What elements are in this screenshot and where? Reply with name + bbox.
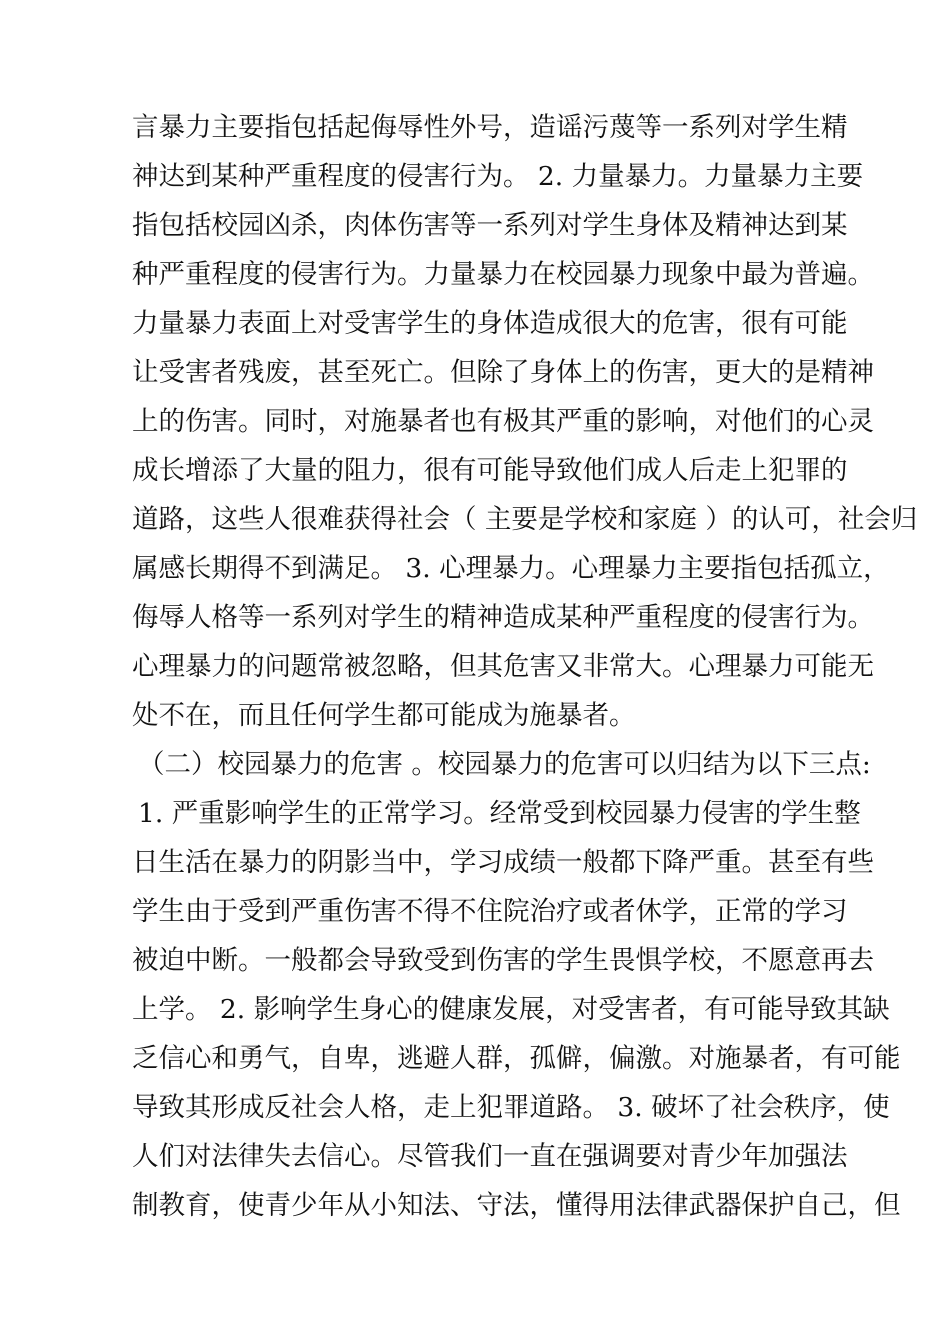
text-line: 学生由于受到严重伤害不得不住院治疗或者休学，正常的学习	[132, 896, 848, 927]
text-line: 力量暴力表面上对受害学生的身体造成很大的危害，很有可能	[132, 308, 848, 339]
text-line: 属感长期得不到满足。 3. 心理暴力。心理暴力主要指包括孤立，	[132, 553, 890, 584]
text-line: 种严重程度的侵害行为。力量暴力在校园暴力现象中最为普遍。	[132, 259, 874, 290]
text-line: 被迫中断。一般都会导致受到伤害的学生畏惧学校，不愿意再去	[132, 945, 874, 976]
text-line: 导致其形成反社会人格，走上犯罪道路。 3. 破坏了社会秩序，使	[132, 1092, 890, 1123]
text-line: 言暴力主要指包括起侮辱性外号，造谣污蔑等一系列对学生精	[132, 112, 848, 143]
text-line: 人们对法律失去信心。尽管我们一直在强调要对青少年加强法	[132, 1141, 848, 1172]
text-line: 成长增添了大量的阻力，很有可能导致他们成人后走上犯罪的	[132, 455, 848, 486]
text-line: 1. 严重影响学生的正常学习。经常受到校园暴力侵害的学生整	[138, 798, 861, 829]
text-line: 日生活在暴力的阴影当中，学习成绩一般都下降严重。甚至有些	[132, 847, 874, 878]
text-line: 指包括校园凶杀，肉体伤害等一系列对学生身体及精神达到某	[132, 210, 848, 241]
text-line: 制教育，使青少年从小知法、守法，懂得用法律武器保护自己，但	[132, 1190, 901, 1221]
text-line: 道路，这些人很难获得社会（ 主要是学校和家庭 ）的认可，社会归	[132, 504, 918, 535]
section-heading-line: （二）校园暴力的危害 。校园暴力的危害可以归结为以下三点:	[138, 749, 871, 780]
text-line: 侮辱人格等一系列对学生的精神造成某种严重程度的侵害行为。	[132, 602, 874, 633]
text-line: 乏信心和勇气，自卑，逃避人群，孤僻，偏激。对施暴者，有可能	[132, 1043, 901, 1074]
text-line: 神达到某种严重程度的侵害行为。 2. 力量暴力。力量暴力主要	[132, 161, 864, 192]
text-line: 上学。 2. 影响学生身心的健康发展，对受害者，有可能导致其缺	[132, 994, 890, 1025]
text-line: 上的伤害。同时，对施暴者也有极其严重的影响，对他们的心灵	[132, 406, 874, 437]
text-line: 处不在，而且任何学生都可能成为施暴者。	[132, 700, 636, 731]
text-line: 心理暴力的问题常被忽略，但其危害又非常大。心理暴力可能无	[132, 651, 874, 682]
text-line: 让受害者残废，甚至死亡。但除了身体上的伤害，更大的是精神	[132, 357, 874, 388]
body-text	[132, 103, 918, 1230]
